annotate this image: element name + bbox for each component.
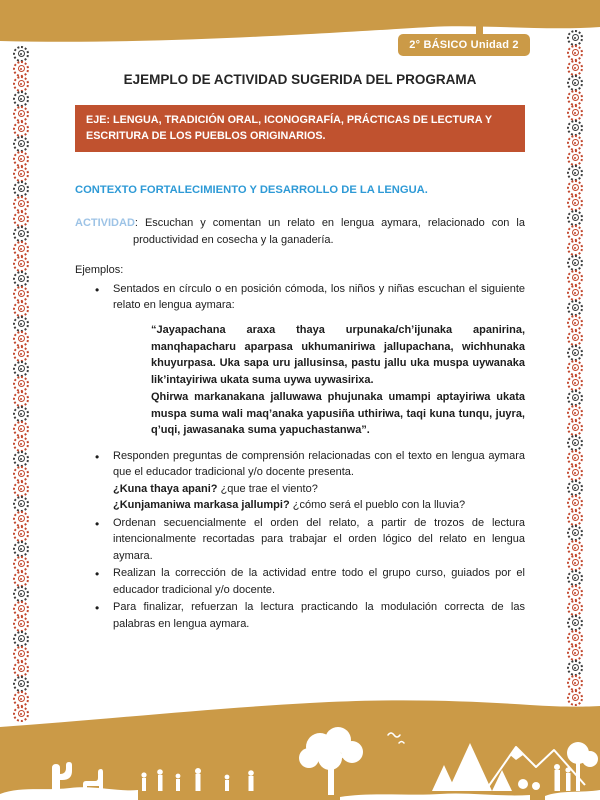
rosette-icon: [11, 316, 31, 331]
bullet-item-5: [75, 599, 525, 632]
rosette-icon: [11, 271, 31, 286]
rosette-icon: [565, 480, 585, 495]
rosette-icon: [11, 631, 31, 646]
activity-text: Escuchan y comentan un relato en lengua aymara, relacionado con la productividad en cosecha y la ganadería.: [133, 217, 525, 246]
rosette-icon: [11, 151, 31, 166]
rosette-icon: [11, 361, 31, 376]
rosette-icon: [11, 166, 31, 181]
bullet-item-4: [75, 565, 525, 598]
bullet-4-text: Realizan la corrección de la actividad entre todo el grupo curso, guiados por el educador tradicional y/o docente.: [113, 567, 525, 596]
question-line-1: [113, 481, 525, 498]
rosette-icon: [565, 615, 585, 630]
rosette-icon: [11, 676, 31, 691]
rosette-icon: [11, 346, 31, 361]
rosette-icon: [565, 630, 585, 645]
rosette-icon: [11, 421, 31, 436]
right-rosette-border: [564, 30, 586, 705]
rosette-icon: [565, 540, 585, 555]
rosette-icon: [565, 525, 585, 540]
rosette-icon: [565, 285, 585, 300]
rosette-icon: [565, 150, 585, 165]
aymara-quote-paragraph-2: Qhirwa markanakana jalluwawa phujunaka umampi aptayiriwa ukata muspa suma wali maq’anaka yapusiña uthiriwa, taqi kuna tunqu, juyra, q’uqi, jawasanaka suma yapuchastanwa”.: [151, 390, 525, 437]
activity-label: ACTIVIDAD: [75, 217, 135, 230]
rosette-icon: [11, 646, 31, 661]
bush-icon: [518, 779, 528, 789]
rosette-icon: [565, 375, 585, 390]
aymara-quote: [151, 322, 525, 439]
rosette-icon: [565, 390, 585, 405]
rosette-icon: [11, 61, 31, 76]
rosette-icon: [11, 511, 31, 526]
rosette-icon: [565, 240, 585, 255]
bullet-item-1: [75, 281, 525, 439]
examples-heading: Ejemplos:: [75, 264, 124, 277]
rosette-icon: [11, 46, 31, 61]
rosette-icon: [565, 75, 585, 90]
rosette-icon: [11, 331, 31, 346]
context-heading: CONTEXTO FORTALECIMIENTO Y DESARROLLO DE LA LENGUA.: [75, 183, 428, 196]
rosette-icon: [565, 315, 585, 330]
rosette-icon: [565, 420, 585, 435]
rosette-icon: [11, 586, 31, 601]
rosette-icon: [11, 241, 31, 256]
rosette-icon: [565, 105, 585, 120]
rosette-icon: [565, 585, 585, 600]
left-rosette-border: [10, 46, 32, 721]
bush-icon: [532, 782, 540, 790]
rosette-icon: [11, 541, 31, 556]
bullet-2-text: Responden preguntas de comprensión relacionadas con el texto en lengua aymara que el educador tradicional y/o docente presenta.: [113, 449, 525, 479]
rosette-icon: [565, 675, 585, 690]
question-2-aymara: ¿Kunjamaniwa markasa jallumpi?: [113, 499, 290, 512]
rosette-icon: [11, 211, 31, 226]
rosette-icon: [565, 435, 585, 450]
rosette-icon: [565, 165, 585, 180]
question-1-spanish: ¿que trae el viento?: [217, 482, 318, 495]
rosette-icon: [565, 60, 585, 75]
rosette-icon: [11, 391, 31, 406]
aymara-quote-paragraph-1: “Jayapachana araxa thaya urpunaka/ch’ijunaka apanirina, manqhapacharu aparpasa ukhumaniriwa jallupachana, wichhunaka khuyurpasa. Uka sapa uru jallusinsa, pastu jallu uka muspa uywanaka lik’intayiriwa ukata suma uywa uywasirixa.: [151, 323, 525, 387]
rosette-icon: [11, 556, 31, 571]
rosette-icon: [565, 495, 585, 510]
rosette-icon: [565, 45, 585, 60]
question-1-aymara: ¿Kuna thaya apani?: [113, 482, 218, 495]
rosette-icon: [11, 76, 31, 91]
rosette-icon: [11, 451, 31, 466]
rosette-icon: [11, 181, 31, 196]
bullet-3-text: Ordenan secuencialmente el orden del relato, a partir de trozos de lectura intencionalmente recortadas para trabajar el orden lógico del relato en lengua aymara.: [113, 516, 525, 562]
rosette-icon: [565, 195, 585, 210]
page-title: EJEMPLO DE ACTIVIDAD SUGERIDA DEL PROGRAMA: [123, 72, 477, 87]
rosette-icon: [565, 270, 585, 285]
rosette-icon: [565, 570, 585, 585]
rosette-icon: [11, 466, 31, 481]
rosette-icon: [565, 300, 585, 315]
bullet-item-3: [75, 515, 525, 565]
rosette-icon: [565, 120, 585, 135]
rosette-icon: [11, 196, 31, 211]
rosette-icon: [11, 121, 31, 136]
rosette-icon: [565, 225, 585, 240]
bullet-5-text: Para finalizar, refuerzan la lectura practicando la modulación correcta de las palabras en lengua aymara.: [113, 601, 525, 630]
rosette-icon: [565, 405, 585, 420]
document-content: [75, 70, 525, 633]
unit-badge-label: 2° BÁSICO Unidad 2: [409, 39, 519, 51]
bullet-item-2: [75, 448, 525, 514]
rosette-icon: [565, 555, 585, 570]
rosette-icon: [565, 90, 585, 105]
bullet-1-text: Sentados en círculo o en posición cómoda, los niños y niñas escuchan el siguiente relato en lengua aymara:: [113, 282, 525, 312]
rosette-icon: [565, 660, 585, 675]
activity-colon: :: [134, 217, 145, 230]
question-line-2: [113, 497, 525, 514]
rosette-icon: [565, 360, 585, 375]
rosette-icon: [565, 450, 585, 465]
rosette-icon: [11, 571, 31, 586]
rosette-icon: [11, 526, 31, 541]
rosette-icon: [11, 226, 31, 241]
rosette-icon: [565, 600, 585, 615]
rosette-icon: [11, 436, 31, 451]
rosette-icon: [11, 496, 31, 511]
rosette-icon: [11, 286, 31, 301]
rosette-icon: [565, 135, 585, 150]
eje-banner: EJE: LENGUA, TRADICIÓN ORAL, ICONOGRAFÍA, PRÁCTICAS DE LECTURA Y ESCRITURA DE LOS PUEBLOS ORIGINARIOS.: [75, 105, 525, 151]
rosette-icon: [565, 510, 585, 525]
rosette-icon: [565, 180, 585, 195]
activity-line: [75, 215, 525, 248]
rosette-icon: [11, 406, 31, 421]
rosette-icon: [11, 256, 31, 271]
footer-illustration: [0, 695, 600, 800]
rosette-icon: [11, 91, 31, 106]
rosette-icon: [565, 465, 585, 480]
rosette-icon: [11, 301, 31, 316]
rosette-icon: [565, 330, 585, 345]
rosette-icon: [565, 210, 585, 225]
rosette-icon: [11, 136, 31, 151]
rosette-icon: [11, 601, 31, 616]
rosette-icon: [11, 481, 31, 496]
rosette-icon: [11, 616, 31, 631]
examples-list: [75, 281, 525, 633]
question-2-spanish: ¿cómo será el pueblo con la lluvia?: [289, 499, 466, 512]
rosette-icon: [565, 30, 585, 45]
rosette-icon: [565, 255, 585, 270]
rosette-icon: [11, 106, 31, 121]
rosette-icon: [565, 645, 585, 660]
rosette-icon: [11, 376, 31, 391]
rosette-icon: [565, 345, 585, 360]
rosette-icon: [11, 661, 31, 676]
unit-badge: [398, 34, 530, 56]
